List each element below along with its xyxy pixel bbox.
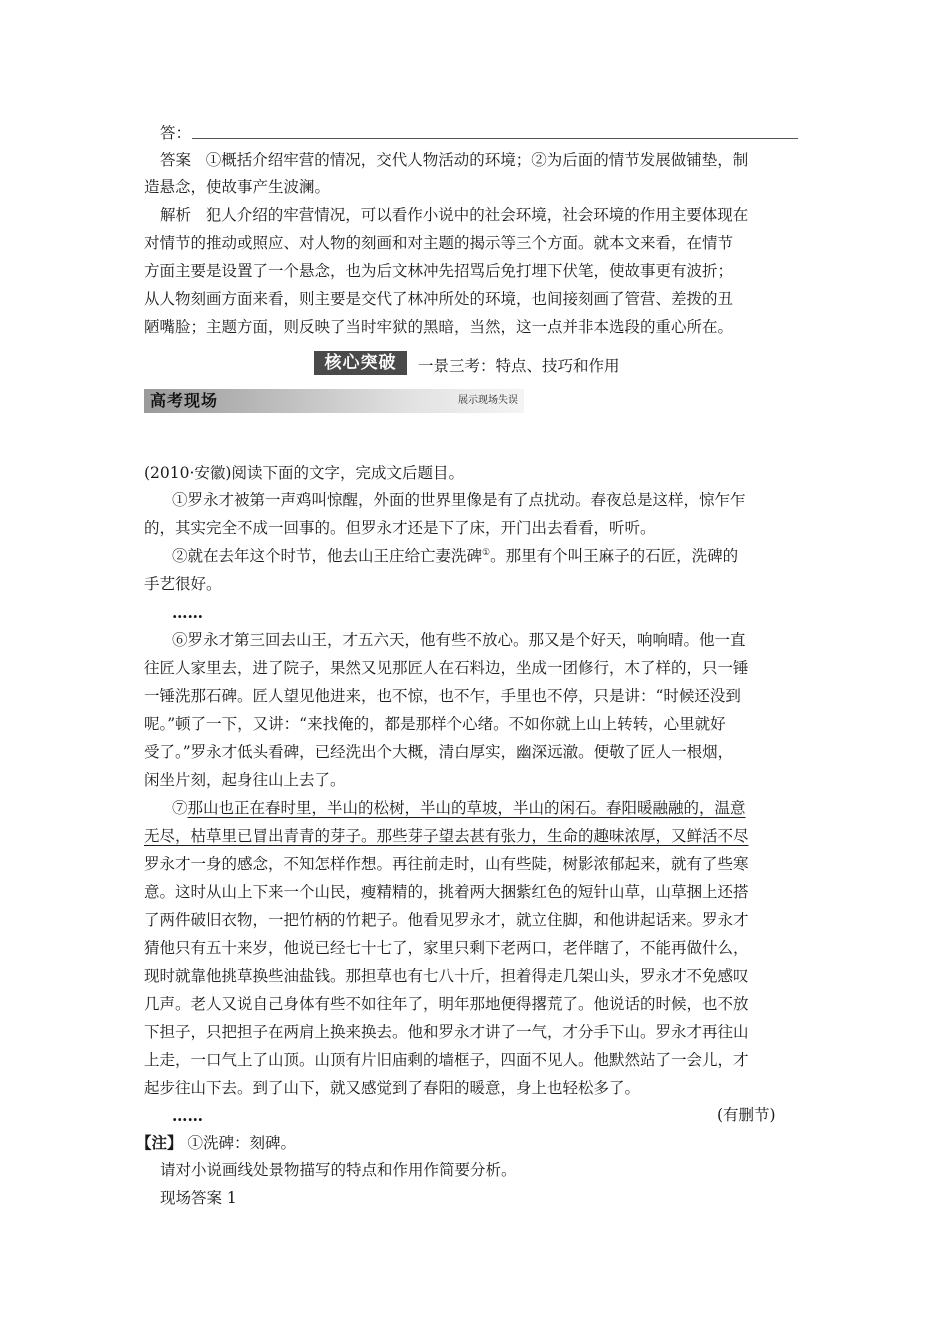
passage-p6-line-2: 往匠人家里去，进了院子，果然又见那匠人在石料边，坐成一团修行，木了样的，只一锤 <box>144 659 749 677</box>
passage-p6-line-4: 呢。”顿了一下，又讲：“来找俺的，都是那样个心绪。不如你就上山上转转，心里就好 <box>144 715 726 733</box>
answer-key: 答案 <box>160 151 192 169</box>
passage-p6-line-1: ⑥罗永才第三回去山王，才五六天，他有些不放心。那又是个好天，响响晴。他一直 <box>172 631 746 649</box>
answer-prompt-label: 答： <box>160 124 192 142</box>
passage-p7-line-10: 上走，一口气上了山顶。山顶有片旧庙剩的墙框子，四面不见人。他默然站了一会儿，才 <box>144 1051 749 1069</box>
footnote-ref: ① <box>482 547 491 558</box>
passage-p7-line-11: 起步往山下去。到了山下，就又感觉到了春阳的暖意，身上也轻松多了。 <box>144 1079 641 1097</box>
passage-p6-line-6: 闲坐片刻，起身往山上去了。 <box>144 771 346 789</box>
footnote: 【注】 ①洗碑：刻碑。 <box>136 1133 296 1152</box>
analysis-line-5: 陋嘴脸；主题方面，则反映了当时牢狱的黑暗，当然，这一点并非本选段的重心所在。 <box>144 318 734 336</box>
answer-blank-line <box>192 138 798 139</box>
passage-p1-line-1: ①罗永才被第一声鸡叫惊醒，外面的世界里像是有了点扰动。春夜总是这样，惊乍乍 <box>172 491 746 509</box>
ellipsis-2: …… <box>172 1106 203 1125</box>
passage-p2-line-1: ②就在去年这个时节，他去山王庄给亡妻洗碑①。那里有个叫王麻子的石匠，洗碑的 <box>172 547 739 565</box>
passage-p6-line-3: 一锤洗那石碑。匠人望见他进来，也不惊，也不乍，手里也不停，只是讲：“时候还没到 <box>144 687 741 705</box>
passage-p6-line-5: 受了。”罗永才低头看碑，已经洗出个大概，清白厚实，幽深远澈。便敬了匠人一根烟， <box>144 743 734 761</box>
passage-p7-line-7: 现时就靠他挑草换些油盐钱。那担草也有七八十斤，担着得走几架山头，罗永才不免感叹 <box>144 967 749 985</box>
analysis-line-4: 从人物刻画方面来看，则主要是交代了林冲所处的环境，也间接刻画了管营、差拨的丑 <box>144 290 734 308</box>
passage-p7-line-9: 下担子，只把担子在两肩上换来换去。他和罗永才讲了一气，才分手下山。罗永才再往山 <box>144 1023 749 1041</box>
passage-p7-line-6: 猜他只有五十来岁，他说已经七十七了，家里只剩下老两口，老伴瞎了，不能再做什么， <box>144 939 749 957</box>
task-prompt: 请对小说画线处景物描写的特点和作用作简要分析。 <box>160 1161 517 1179</box>
underlined-scenery-2: 无尽，枯草里已冒出青青的芽子。那些芽子望去甚有张力，生命的趣味浓厚，又鲜活不尽 <box>144 827 749 845</box>
answer-line-2: 造悬念，使故事产生波澜。 <box>144 178 331 196</box>
passage-p7-line-1: ⑦那山也正在春时里，半山的松树，半山的草坡，半山的闲石。春阳暖融融的，温意 <box>172 799 746 817</box>
passage-p2-line-2: 手艺很好。 <box>144 575 222 593</box>
band-title: 高考现场 <box>150 391 219 410</box>
passage-p7-line-8: 几声。老人又说自己身体有些不如往年了，明年那地便得撂荒了。他说话的时候，也不放 <box>144 995 749 1013</box>
note-tag: 【注】 <box>136 1133 183 1152</box>
passage-p1-line-2: 的，其实完全不成一回事的。但罗永才还是下了床，开门出去看看，听听。 <box>144 519 656 537</box>
site-answer-label: 现场答案 1 <box>160 1189 237 1207</box>
analysis-line-1: 解析 犯人介绍的牢营情况，可以看作小说中的社会环境，社会环境的作用主要体现在 <box>160 206 749 224</box>
passage-intro: (2010·安徽)阅读下面的文字，完成文后题目。 <box>144 464 464 482</box>
band-subtitle: 展示现场失误 <box>458 395 518 406</box>
analysis-line-2: 对情节的推动或照应、对人物的刻画和对主题的揭示等三个方面。就本文来看，在情节 <box>144 234 734 252</box>
exam-scene-band <box>144 389 524 413</box>
passage-p7-line-4: 意。这时从山上下来一个山民，瘦精精的，挑着两大捆紫红色的短针山草，山草捆上还搭 <box>144 883 749 901</box>
abridged-note: (有删节) <box>717 1106 776 1124</box>
passage-p7-line-3: 罗永才一身的感念，不知怎样作想。再往前走时，山有些陡，树影浓郁起来，就有了些寒 <box>144 855 749 873</box>
passage-p7-line-2 <box>144 823 808 850</box>
passage-p7-line-5: 了两件破旧衣物，一把竹柄的竹耙子。他看见罗永才，就立住脚，和他讲起话来。罗永才 <box>144 911 749 929</box>
analysis-line-3: 方面主要是设置了一个悬念，也为后文林冲先招骂后免打埋下伏笔，使故事更有波折； <box>144 262 734 280</box>
ellipsis-1: …… <box>172 603 203 622</box>
underlined-scenery: 那山也正在春时里，半山的松树，半山的草坡，半山的闲石。春阳暖融融的，温意 <box>187 799 746 817</box>
answer-line-1: 答案 ①概括介绍牢营的情况，交代人物活动的环境；②为后面的情节发展做铺垫，制 <box>160 151 749 169</box>
section-subtitle: 一景三考：特点、技巧和作用 <box>418 357 620 375</box>
core-breakthrough-badge: 核心突破 <box>314 351 407 375</box>
analysis-key: 解析 <box>160 206 192 224</box>
